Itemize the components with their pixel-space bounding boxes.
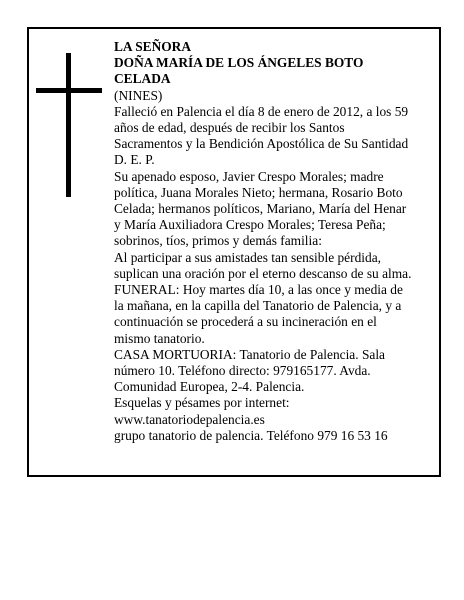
funeral-line: mismo tanatorio. (114, 330, 205, 346)
death-details-line: Falleció en Palencia el día 8 de enero de 2012, a los 59 (114, 103, 409, 119)
title-line: LA SEÑORA (114, 39, 192, 54)
funeral-line: continuación se procederá a su incineración en el (114, 314, 377, 330)
family-line: sobrinos, tíos, primos y demás familia: (114, 233, 322, 249)
latin-cross-icon (36, 53, 102, 197)
mortuary-line: CASA MORTUORIA: Tanatorio de Palencia. Sala (114, 346, 385, 362)
cross-vertical-bar (66, 53, 71, 197)
nickname-line: (NINES) (114, 87, 163, 103)
family-line: Celada; hermanos políticos, Mariano, María del Henar (114, 201, 407, 217)
prayer-request-line: suplican una oración por el eterno descanso de su alma. (114, 265, 412, 281)
mortuary-line: número 10. Teléfono directo: 979165177. Avda. (114, 363, 371, 379)
website-line: www.tanatoriodepalencia.es (114, 411, 265, 427)
death-details-line: Sacramentos y la Bendición Apostólica de Su Santidad (114, 136, 409, 152)
contact-phone-line: grupo tanatorio de palencia. Teléfono 979 16 53 16 (114, 427, 388, 443)
obituary-text (114, 39, 426, 444)
family-line: Su apenado esposo, Javier Crespo Morales; madre (114, 168, 384, 184)
cross-horizontal-bar (36, 88, 102, 93)
internet-condolences-line: Esquelas y pésames por internet: (114, 395, 290, 411)
deceased-surname-line: CELADA (114, 71, 171, 87)
deceased-name-line: DOÑA MARÍA DE LOS ÁNGELES BOTO (114, 55, 364, 71)
death-details-line: años de edad, después de recibir los Santos (114, 120, 345, 136)
family-line: política, Juana Morales Nieto; hermana, Rosario Boto (114, 184, 403, 200)
rip-line: D. E. P. (114, 152, 155, 168)
prayer-request-line: Al participar a sus amistades tan sensible pérdida, (114, 249, 381, 265)
family-line: y María Auxiliadora Crespo Morales; Teresa Peña; (114, 217, 386, 233)
mortuary-line: Comunidad Europea, 2-4. Palencia. (114, 379, 305, 395)
funeral-line: la mañana, en la capilla del Tanatorio de Palencia, y a (114, 298, 402, 314)
funeral-line: FUNERAL: Hoy martes día 10, a las once y media de (114, 282, 403, 298)
